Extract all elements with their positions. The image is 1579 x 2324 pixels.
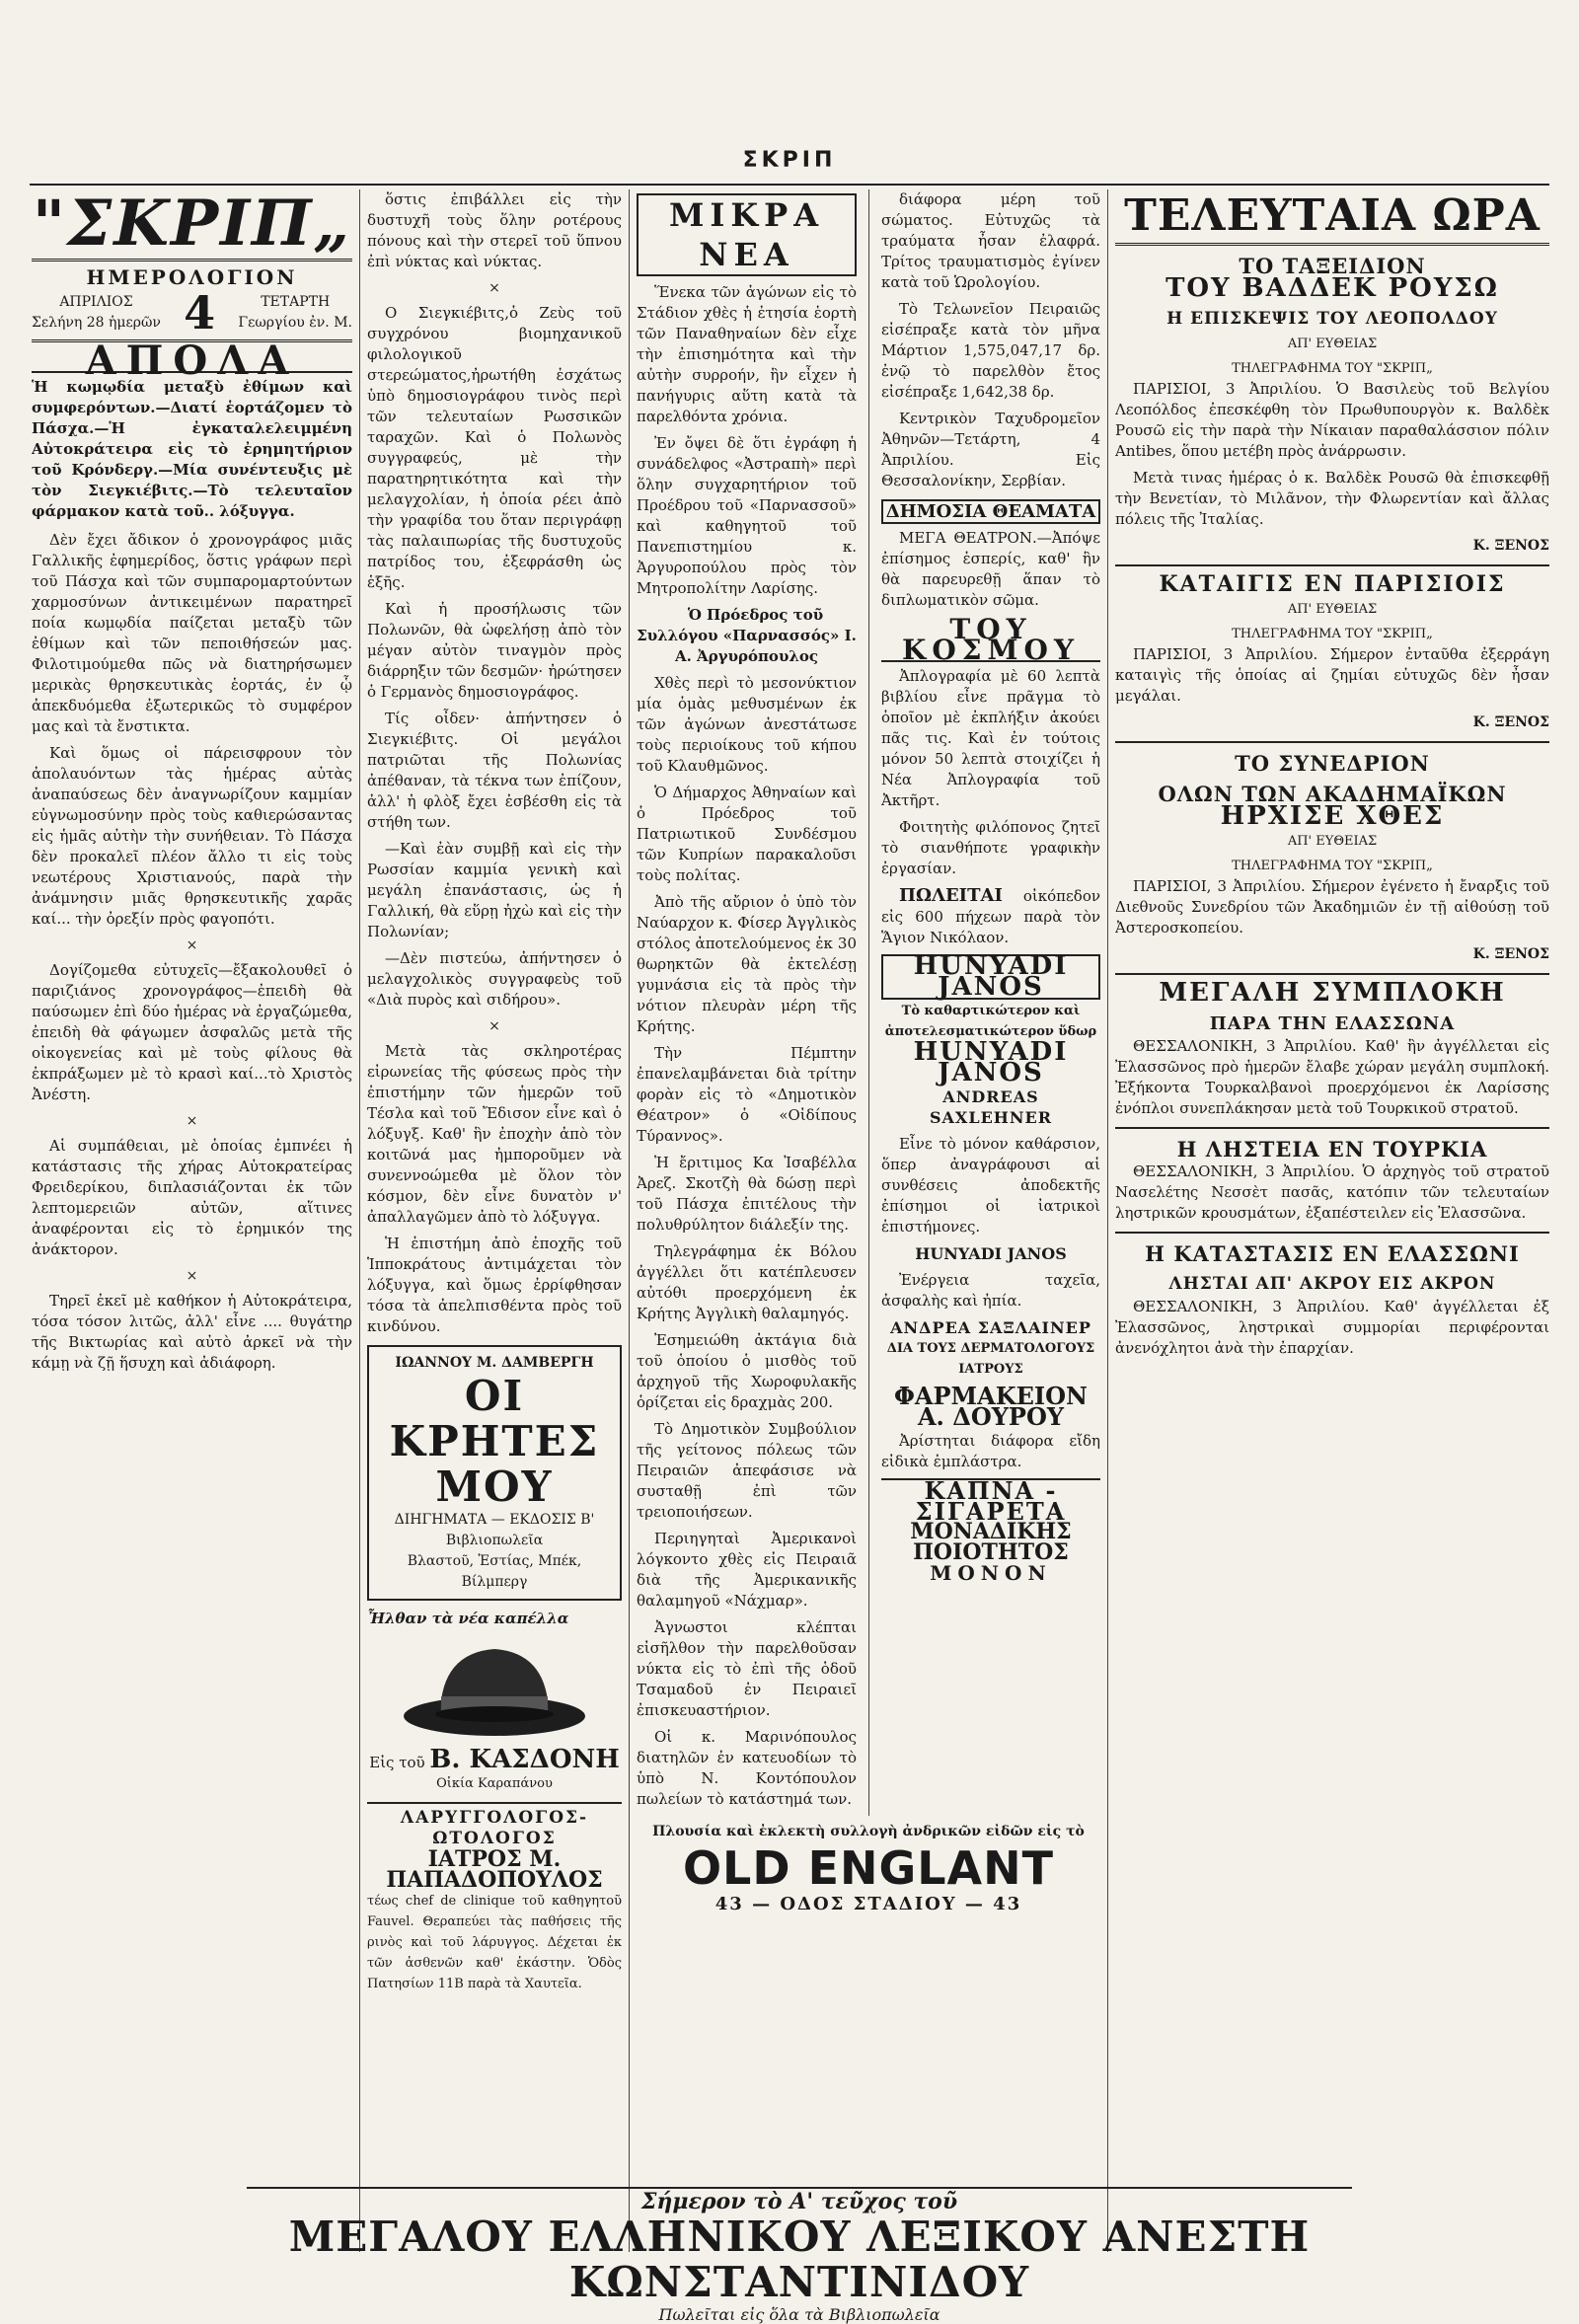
ad-lexikon-line1: Σήμερον τὸ Α' τεῦχος τοῦ	[640, 2189, 958, 2214]
divider	[1115, 973, 1549, 975]
dateline-left	[32, 292, 161, 334]
ad-kritikes	[367, 1345, 622, 1601]
ad-lexikon-title: ΜΕΓΑΛΟΥ ΕΛΛΗΝΙΚΟΥ ΛΕΞΙΚΟΥ ΑΝΕΣΤΗ ΚΩΝΣΤΑΝΤΙΝΙΔΟΥ	[288, 2212, 1311, 2306]
paragraph: ΠΑΡΙΣΙΟΙ, 3 Ἀπριλίου. Ὁ Βασιλεὺς τοῦ Βελγίου Λεοπόλδος ἐπεσκέφθη τὸν Πρωθυπουργὸν κ. Βαλδὲκ Ρουσῶ εἰς τὴν παρὰ τὴν Νίκαιαν παραθαλάσσιον πόλιν Antibes, ὅπου μετέβη πρὸς ἀνάρρωσιν.	[1115, 380, 1549, 460]
paragraph: Αἱ συμπάθειαι, μὲ ὁποίας ἐμπνέει ἡ κατάστασις τῆς χήρας Αὐτοκρατείρας Φρειδερίκου, διπλασιάζονται ἐκ τῶν λεπτομερειῶν αὐτῶν, αἵτινες ἀναφέρονται εἰς τὸ ἐρημικόν της ἀνάκτορον.	[32, 1137, 352, 1258]
masthead	[32, 189, 352, 342]
paragraph: Κεντρικὸν Ταχυδρομεῖον Ἀθηνῶν—Τετάρτη, 4 Ἀπριλίου. Εἰς Θεσσαλονίκην, Σερβίαν.	[880, 410, 1100, 489]
ad-doctor-name: ΙΑΤΡΟΣ Μ. ΠΑΠΑΔΟΠΟΥΛΟΣ	[386, 1846, 603, 1893]
ad-hunyadi-2	[881, 1243, 1100, 1264]
ad-old-title: OLD ENGLANT	[682, 1841, 1055, 1895]
section-title-apola: ΑΠΟΛΑ	[32, 350, 352, 373]
ad-hats-headline: Ἦλθαν τὰ νέα καπέλλα	[367, 1610, 569, 1627]
ad-kapna-only: ΜΟΝΟΝ	[930, 1561, 1052, 1585]
source-line: ΤΗΛΕΓΡΑΦΗΜΑ ΤΟΥ "ΣΚΡΙΠ„	[1232, 859, 1433, 873]
ad-old-address: 43 — ΟΔΟΣ ΣΤΑΔΙΟΥ — 43	[714, 1894, 1022, 1914]
paragraph: Τὴν Πέμπτην ἐπανελαμβάνεται διὰ τρίτην φορὰν εἰς τὸ «Δημοτικὸν Θέατρον» ὁ «Οἰδίπους Τύραννος».	[637, 1044, 857, 1145]
section-title-teleutaia-ora: ΤΕΛΕΥΤΑΙΑ ΩΡΑ	[1115, 189, 1549, 246]
ad-hats-location: Οἰκία Καραπάνου	[436, 1776, 553, 1791]
paragraph: Τηρεῖ ἐκεῖ μὲ καθήκον ἡ Αὐτοκράτειρα, τόσα τόσον λιτῶς, ἀλλ' εἶνε .... θυγάτηρ τῆς Βικτωρίας καὶ αὐτὸ ἀρκεῖ νὰ τὴν κάμῃ νὰ ζῇ ἥσυχη καὶ ἀδιάφορη.	[32, 1292, 352, 1372]
poleitai-label: ΠΩΛΕΙΤΑΙ	[898, 885, 1003, 906]
moon-label: Σελήνη 28 ἡμερῶν	[32, 315, 161, 331]
signature: Κ. ΞΕΝΟΣ	[1472, 714, 1549, 730]
ad-hats	[367, 1609, 622, 1794]
ad-hunyadi-title: HUNYADI JANOS	[881, 954, 1100, 1000]
column-1	[32, 189, 352, 2252]
paragraph: ΘΕΣΣΑΛΟΝΙΚΗ, 3 Ἀπριλίου. Ὁ ἀρχηγὸς τοῦ στρατοῦ Νασελέτης Νεσσὲτ πασᾶς, κατόπιν τῶν τελευταίων ληστρικῶν κρουσμάτων, ἐξαπέστειλεν εἰς Ἐλασσῶνα.	[1115, 1162, 1549, 1222]
paragraph: Τίς οἶδεν· ἀπήντησεν ὁ Σιεγκιέβιτς. Οἱ μεγάλοι πατριῶται τῆς Πολωνίας ἀπέθαναν, τὰ τέκνα των ἐπίζουν, ἀλλ' ἡ φλὸξ ἔχει ἐσβέσθη εἰς τὰ στήθη των.	[367, 710, 622, 831]
source-line: ΑΠ' ΕΥΘΕΙΑΣ	[1287, 602, 1378, 617]
signature: Κ. ΞΕΝΟΣ	[1472, 538, 1549, 554]
headline: ΤΟΥ ΒΑΔΔΕΚ ΡΟΥΣΩ	[1165, 273, 1499, 303]
ad-author: ΙΩΑΝΝΟΥ Μ. ΔΑΜΒΕΡΓΗ	[395, 1355, 594, 1371]
paragraph: Δογίζομεθα εὐτυχεῖς—ἔξακολουθεῖ ὁ παριζιάνος χρονογράφος—ἐπειδὴ θὰ παύσωμεν ἐπὶ δύο ἡμέρας νὰ ἐργαζώμεθα, ἐπειδὴ θὰ φάγωμεν ἀσφαλῶς μετὰ τῆς οἰκογενείας καὶ μὲ τοὺς φίλους θὰ ἐκπράξωμεν μὲ τὸ κρασὶ καί...τὸ Χριστὸς Ἀνέστη.	[32, 961, 352, 1103]
ad-subtitle: ΔΙΗΓΗΜΑΤΑ — ΕΚΔΟΣΙΣ Β'	[394, 1512, 595, 1528]
ad-saxlehner	[881, 1317, 1100, 1380]
paragraph: ὅστις ἐπιβάλλει εἰς τὴν δυστυχῆ τοὺς ὅλην ροτέρους πόνους καὶ τὴν στερεῖ τοῦ ὕπνου ἐπὶ νύκτας καὶ νύκτας.	[367, 190, 622, 270]
separator-x: ×	[186, 937, 198, 953]
ad-title: ΟΙ ΚΡΗΤΕΣ ΜΟΥ	[389, 1372, 600, 1511]
section-summary: Ἡ κωμῳδία μεταξὺ ἐθίμων καὶ συμφερόντων.—Διατί ἑορτάζομεν τὸ Πάσχα.—Ἡ ἐγκαταλελειμμένη Αὐτοκράτειρα εἰς τὸ ἐρημητήριον τοῦ Κρόνδεργ.—Μία συνέντευξις μὲ τὸν Σιεγκιέβιτς.—Τὸ τελευταῖον φάρμακον κατὰ τοῦ.. λόξυγγα.	[32, 378, 352, 520]
source-line: ΑΠ' ΕΥΘΕΙΑΣ	[1287, 834, 1378, 849]
paragraph: Περιηγηταὶ Ἀμερικανοὶ λόγκοντο χθὲς εἰς Πειραιᾶ διὰ τῆς Ἀμερικανικῆς θαλαμηγοῦ «Νάχμαρ».	[637, 1530, 857, 1610]
ad-saxlehner-name: ΑΝΔΡΕΑ ΣΑΞΛΑΙΝΕΡ	[890, 1318, 1091, 1337]
headline: Η ΚΑΤΑΣΤΑΣΙΣ ΕΝ ΕΛΑΣΣΩΝΙ	[1145, 1241, 1520, 1266]
headline: ΛΗΣΤΑΙ ΑΠ' ΑΚΡΟΥ ΕΙΣ ΑΚΡΟΝ	[1168, 1274, 1496, 1294]
paragraph: Ἀγνωστοι κλέπται εἰσῆλθον τὴν παρελθοῦσαν νύκτα εἰς τὸ ἐπὶ τῆς ὁδοῦ Τσαμαδοῦ ἐν Πειραιεῖ ἐπισκευαστήριον.	[637, 1618, 857, 1719]
ad-hunyadi-title-3: HUNYADI JANOS	[915, 1244, 1067, 1263]
paragraph: Ἡ ἔριτιμος Κα Ἰσαβέλλα Ἀρεζ. Σκοτζὴ θὰ δώσῃ περὶ τοῦ Πάσχα ἐπιτέλους τὴν πολυθρύλητον διάλεξίν της.	[637, 1154, 857, 1234]
paragraph: Χθὲς περὶ τὸ μεσονύκτιον μία ὁμὰς μεθυσμένων ἐκ τῶν ἀγώνων ἀνεστάτωσε τοὺς περιοίκους τοῦ κήπου τοῦ Κλαυθμῶνος.	[637, 674, 857, 775]
ad-hats-shop: Β. ΚΑΣΔΟΝΗ	[429, 1745, 620, 1774]
column-rule	[1107, 189, 1108, 2252]
paragraph: Τὸ Δημοτικὸν Συμβούλιον τῆς γείτονος πόλεως τῶν Πειραιῶν ἀπεφάσισε νὰ συσταθῇ ἐπὶ τῶν τρειοποιήσεων.	[637, 1420, 857, 1521]
ad-kapna-title: ΚΑΠΝΑ - ΣΙΓΑΡΕΤΑ	[915, 1476, 1067, 1526]
column-rule	[359, 189, 360, 2252]
paragraph: Ἀρίστηται διάφορα εἴδη εἰδικὰ ἐμπλάστρα.	[880, 1432, 1100, 1470]
divider	[1115, 1127, 1549, 1129]
ad-shops-label: Βιβλιοπωλεῖα	[445, 1533, 544, 1548]
ad-shops: Βλαστοῦ, Ἑστίας, Μπέκ, Βίλμπεργ	[407, 1553, 582, 1590]
ad-hats-shop-row	[367, 1745, 622, 1774]
headline: ΤΟ ΣΥΝΕΔΡΙΟΝ	[1235, 751, 1430, 776]
ad-derma: ΔΙΑ ΤΟΥΣ ΔΕΡΜΑΤΟΛΟΓΟΥΣ ΙΑΤΡΟΥΣ	[886, 1341, 1095, 1377]
top-rule	[30, 184, 1549, 186]
paragraph: Ἡ ἐπιστήμη ἀπὸ ἐποχῆς τοῦ Ἱπποκράτους ἀντιμάχεται τὸν λόξυγγα, καὶ ὅμως ἐρρίφθησαν τόσα τὰ ἀπελπισθέντα πρὸς τοῦ κινδύνου.	[367, 1235, 622, 1335]
ad-doctor-specialty: ΛΑΡΥΓΓΟΛΟΓΟΣ-ΩΤΟΛΟΓΟΣ	[400, 1808, 589, 1848]
paragraph: ΜΕΓΑ ΘΕΑΤΡΟΝ.—Ἀπόψε ἐπίσημος ἑσπερίς, καθ' ἣν θὰ παρευρεθῇ ἅπαν τὸ διπλωματικὸν σῶμα.	[880, 529, 1100, 609]
paragraph: ΘΕΣΣΑΛΟΝΙΚΗ, 3 Ἀπριλίου. Καθ' ἣν ἀγγέλλεται εἰς Ἐλασσῶνος πρὸ ἡμερῶν ἔλαβε χώραν μεγάλη συμπλοκή. Ἐξήκοντα Τουρκαλβανοὶ προερχόμενοι ἐκ Λαρίσσης ἐνόπλοι συνεπλάκησαν μετὰ τοῦ Τουρκικοῦ στρατοῦ.	[1115, 1037, 1549, 1117]
ad-doctor	[367, 1802, 622, 1994]
poleitai-text: οἰκόπεδον εἰς 600 πήχεων παρὰ τὸν Ἅγιον Νικόλαον.	[880, 887, 1100, 946]
divider	[1115, 1232, 1549, 1234]
column-3a	[637, 189, 857, 1816]
column-3	[637, 189, 1100, 2252]
paragraph: Τηλεγράφημα ἐκ Βόλου ἀγγέλλει ὅτι κατέπλευσεν αὐτόθι προερχόμενη ἐκ Κρήτης Ἀγγλικὴ θαλαμηγός.	[637, 1242, 857, 1322]
column-rule	[629, 189, 630, 2252]
ad-hunyadi-sub: Τὸ καθαρτικώτερον καὶ ἀποτελεσματικώτερον ὕδωρ	[884, 1004, 1097, 1039]
ad-pharmacy: ΦΑΡΜΑΚΕΙΟΝ Α. ΔΟΥΡΟΥ	[893, 1382, 1088, 1431]
headline: ΟΛΩΝ ΤΩΝ ΑΚΑΔΗΜΑΪΚΩΝ	[1158, 782, 1507, 806]
section-title-mikra-nea: ΜΙΚΡΑ ΝΕΑ	[637, 193, 857, 276]
ad-kapna	[881, 1478, 1100, 1584]
separator-x: ×	[489, 1018, 500, 1034]
paragraph: ΠΑΡΙΣΙΟΙ, 3 Ἀπριλίου. Σήμερον ἐγένετο ἡ ἔναρξις τοῦ Διεθνοῦς Συνεδρίου τῶν Ἀκαδημιῶν ἐν τῇ αἰθούσῃ τοῦ Ἀστεροσκοπείου.	[1115, 877, 1549, 937]
column-rule	[868, 189, 869, 1816]
divider	[1115, 741, 1549, 743]
dateline-right	[238, 292, 352, 334]
paragraph: ΘΕΣΣΑΛΟΝΙΚΗ, 3 Ἀπριλίου. Καθ' ἀγγέλλεται ἐξ Ἐλασσῶνος, ληστρικαὶ συμμορίαι περιφέρονται ἀνενόχλητοι ἀνὰ τὴν ἐπαρχίαν.	[1115, 1298, 1549, 1357]
ad-hats-at: Εἰς τοῦ	[369, 1754, 425, 1771]
masthead-subtitle: ΗΜΕΡΟΛΟΓΙΟΝ	[86, 265, 298, 289]
signature: Κ. ΞΕΝΟΣ	[1472, 946, 1549, 962]
paragraph: Οἱ κ. Μαρινόπουλος διατηλῶν ἐν κατευοδίων τὸ ὑπὸ Ν. Κοντόπουλον πωλείων τὸ κατάστημά των.	[637, 1728, 857, 1808]
paragraph: Εἶνε τὸ μόνον καθάρσιον, ὅπερ ἀναγράφουσι αἱ συνθέσεις ἀποδεκτῆς ἐπίσημοι οἱ ἰατρικοὶ ἐπιστήμονες.	[880, 1135, 1100, 1236]
section-title-kosmou: ΤΟΥ ΚΟΣΜΟΥ	[881, 619, 1100, 662]
ad-old-pre: Πλουσία καὶ ἐκλεκτὴ συλλογὴ ἀνδρικῶν εἰδῶν εἰς τὸ	[652, 1824, 1085, 1839]
headline: ΜΕΓΑΛΗ ΣΥΜΠΛΟΚΗ	[1159, 978, 1506, 1008]
saint-label: Γεωργίου ἐν. Μ.	[238, 315, 352, 331]
masthead-logo: "ΣΚΡΙΠ„	[32, 189, 352, 261]
paragraph: ΠΑΡΙΣΙΟΙ, 3 Ἀπριλίου. Σήμερον ἐνταῦθα ἐξερράγη καταιγὶς τῆς ὁποίας αἱ ζημίαι εὐτυχῶς δὲν ἦσαν μεγάλαι.	[1115, 645, 1549, 705]
headline: ΗΡΧΙΣΕ ΧΘΕΣ	[1220, 801, 1445, 831]
source-line: ΑΠ' ΕΥΘΕΙΑΣ	[1287, 337, 1378, 351]
month-label: ΑΠΡΙΛΙΟΣ	[59, 294, 133, 310]
ad-kapna-quality: ΜΟΝΑΔΙΚΗΣ ΠΟΙΟΤΗΤΟΣ	[910, 1519, 1072, 1565]
paragraph: διάφορα μέρη τοῦ σώματος. Εὐτυχῶς τὰ τραύματα ἦσαν ἐλαφρά. Τρίτος τραυματισμὸς ἐγίνεν κατὰ τοῦ Ὡρολογίου.	[880, 190, 1100, 291]
ad-lexikon	[247, 2187, 1352, 2324]
paragraph: Ἀπὸ τῆς αὔριον ὁ ὑπὸ τὸν Ναύαρχον κ. Φίσερ Ἀγγλικὸς στόλος ἀποτελούμενος ἐκ 30 θωρηκτῶν θὰ ἐκτελέσῃ γυμνάσια εἰς τὰ πρὸς τὴν νότιον πλευρὰν μέρη τῆς Κρήτης.	[637, 893, 857, 1035]
separator-x: ×	[489, 280, 500, 296]
headline: ΠΑΡΑ ΤΗΝ ΕΛΑΣΣΩΝΑ	[1209, 1013, 1456, 1034]
signature: Ὁ Πρόεδρος τοῦ Συλλόγου «Παρνασσός» Ι. Α. Ἀργυρόπουλος	[637, 606, 857, 665]
paragraph: Ἐν ὄψει δὲ ὅτι ἐγράφη ἡ συνάδελφος «Ἀστραπὴ» περὶ ὅλην συγχαρητήριον τοῦ Προέδρου τοῦ «Παρνασσοῦ» καὶ καθηγητοῦ τοῦ Πανεπιστημίου κ. Ἀργυροπούλου πρὸς τὸν Μητροπολίτην Λαρίσης.	[637, 434, 857, 597]
hat-illustration-icon	[396, 1635, 593, 1744]
headline: ΤΟ ΤΑΞΕΙΔΙΟΝ	[1239, 254, 1426, 278]
weekday-label: ΤΕΤΑΡΤΗ	[261, 294, 331, 310]
dateline	[32, 286, 352, 342]
ad-hunyadi	[881, 951, 1100, 1128]
column-3b	[881, 189, 1100, 1816]
paragraph: Δὲν ἔχει ἄδικον ὁ χρονογράφος μιᾶς Γαλλικῆς ἐφημερίδος, ὅστις γράφων περὶ τοῦ Πάσχα καὶ τῶν συμπαρομαρτούντων χαρμοσύνων ἀντικειμένων παρατηρεῖ ποία κωμῳδία παίζεται μεταξὺ τῶν ἐθίμων καὶ τῶν πεποιθήσεών μας. Φιλοτιμούμεθα πῶς νὰ διατηρήσωμεν μερικὰς θρησκευτικὰς ἑορτάς, ἐν ᾧ ἀπεκδυόμεθα ἐξωτερικῶς τὸ συμφέρον μας καὶ τὰ ἔνστικτα.	[32, 531, 352, 735]
paragraph: Καὶ ἡ προσήλωσις τῶν Πολωνῶν, θὰ ὠφελήσῃ ἀπὸ τὸν μέγαν αὐτὸν τιναγμὸν πρὸς διάρρηξιν τῶν δεσμῶν· ἠρώτησεν ὁ Γερμανὸς δημοσιογράφος.	[367, 600, 622, 701]
headline: Η ΛΗΣΤΕΙΑ ΕΝ ΤΟΥΡΚΙΑ	[1176, 1137, 1488, 1162]
paragraph: Ὁ Δήμαρχος Ἀθηναίων καὶ ὁ Πρόεδρος τοῦ Πατριωτικοῦ Συνδέσμου τῶν Κυπρίων παρακαλοῦσι τοὺς πολίτας.	[637, 784, 857, 884]
running-head: ΣΚΡΙΠ	[742, 148, 837, 173]
paragraph: —Καὶ ἐὰν συμβῇ καὶ εἰς τὴν Ρωσσίαν καμμία γενικὴ καὶ μεγάλη ἐπανάστασις, ὡς ἡ Γαλλική, θὰ εὕρῃ ἠχὼ καὶ εἰς τὴν Πολωνίαν;	[367, 840, 622, 940]
day-number: 4	[184, 286, 216, 339]
paragraph: —Δὲν πιστεύω, ἀπήντησεν ὁ μελαγχολικὸς συγγραφεὺς τοῦ «Διὰ πυρὸς καὶ σιδήρου».	[367, 949, 622, 1009]
paragraph: Ἐσημειώθη ἀκτάγια διὰ τοῦ ὁποίου ὁ μισθὸς τοῦ ἀρχηγοῦ τῆς Χωροφυλακῆς ὁρίζεται εἰς δραχμὰς 200.	[637, 1331, 857, 1411]
column-4	[1115, 189, 1549, 2252]
separator-x: ×	[186, 1268, 198, 1284]
paragraph: Τὸ Τελωνεῖον Πειραιῶς εἰσέπραξε κατὰ τὸν μῆνα Μάρτιον 1,575,047,17 δρ. ἐνῷ τὸ παρελθὸν ἔτος εἰσέπραξε 1,642,38 δρ.	[880, 300, 1100, 401]
paragraph: Ἐνέργεια ταχεῖα, ἀσφαλὴς καὶ ἠπία.	[880, 1271, 1100, 1310]
headline: ΚΑΤΑΙΓΙΣ ΕΝ ΠΑΡΙΣΙΟΙΣ	[1159, 571, 1506, 597]
paragraph: Ἕνεκα τῶν ἀγώνων εἰς τὸ Στάδιον χθὲς ἡ ἐτησία ἑορτὴ τῶν Παναθηναίων δὲν εἶχε τὴν ἐπισημότητα καὶ τὴν αὐτὴν συρροήν, ἣν εἶχεν ἡ πανήγυρις αὕτη κατὰ τὰ παρελθόντα χρόνια.	[637, 283, 857, 425]
paragraph	[881, 885, 1100, 948]
ad-lexikon-line3: Πωλεῖται εἰς ὅλα τὰ Βιβλιοπωλεῖα	[658, 2305, 940, 2324]
paragraph: Μετὰ τινας ἡμέρας ὁ κ. Βαλδὲκ Ρουσῶ θὰ ἐπισκεφθῇ τὴν Βενετίαν, τὸ Μιλᾶνον, τὴν Φλωρεντίαν καὶ ἄλλας πόλεις τῆς Ἰταλίας.	[1115, 469, 1549, 528]
paragraph: Ο Σιεγκιέβιτς,ὁ Ζεὺς τοῦ συγχρόνου βιομηχανικοῦ φιλολογικοῦ στερεώματος,ἠρωτήθη ἐσχάτως ὑπὸ δημοσιογράφου τινὸς περὶ τῶν τελευταίων Ρωσσικῶν ταραχῶν. Καὶ ὁ Πολωνὸς συγγραφεύς, μὲ τὴν παρατηρητικότητα καὶ τὴν μελαγχολίαν, ἡ ὁποία ρέει ἀπὸ τὴν γραφίδα του ὅταν περιγράφῃ τὰς παλαιπωρίας τῆς δυστυχοῦς πατρίδος του, ἐξεφράσθη ὡς ἑξῆς.	[367, 304, 622, 591]
paragraph: Φοιτητὴς φιλόπονος ζητεῖ τὸ σιανθήποτε γραφικὴν ἐργασίαν.	[880, 818, 1100, 877]
ad-doctor-body: τέως chef de clinique τοῦ καθηγητοῦ Fauvel. Θεραπεύει τὰς παθήσεις τῆς ρινὸς καὶ τοῦ λάρυγγος. Δέχεται ἐκ τῶν ἀσθενῶν καθ' ἑκάστην. Ὁδὸς Πατησίων 11Β παρὰ τὰ Χαυτεῖα.	[367, 1894, 622, 1991]
column-3-inner	[637, 189, 1100, 1816]
column-2	[367, 189, 622, 2252]
ad-hunyadi-andreas: ANDREAS SAXLEHNER	[929, 1087, 1053, 1127]
section-title-public: ΔΗΜΟΣΙΑ ΘΕΑΜΑΤΑ	[881, 499, 1100, 524]
separator-x: ×	[186, 1113, 198, 1129]
headline: Η ΕΠΙΣΚΕΨΙΣ ΤΟΥ ΛΕΟΠΟΛΔΟΥ	[1166, 309, 1498, 329]
source-line: ΤΗΛΕΓΡΑΦΗΜΑ ΤΟΥ "ΣΚΡΙΠ„	[1232, 627, 1433, 641]
divider	[1115, 564, 1549, 566]
paragraph: Μετὰ τὰς σκληροτέρας εἰρωνείας τῆς φύσεως πρὸς τὴν ἐπιστήμην τῶν ἡμερῶν τοῦ Τέσλα καὶ τοῦ Ἔδισον εἶνε καὶ ὁ λόξυγξ. Καθ' ἣν ἐποχὴν ἀπὸ τὸν κοιτῶνά μας ἠμποροῦμεν νὰ συνεννοώμεθα μὲ ὅλον τὸν κόσμον, δὲν εἶνε δυνατὸν ν' ἀπαλλαγῶμεν ἀπὸ τὸ λόξυγγα.	[367, 1042, 622, 1226]
paragraph: Καὶ ὅμως οἱ πάρεισφρουν τὸν ἀπολαυόντων τὰς ἡμέρας αὐτὰς ἀναπαύσεως δὲν ἀναγνωρίζουν καμμίαν εὐγνωμοσύνην πρὸς τοὺς καθιερώσαντας εἰς ἡμᾶς αὐτὴν τὴν συνήθειαν. Τὸ Πάσχα δὲν προκαλεῖ πλέον ἄλλο τι εἰς τοὺς νεωτέρους Χριστιανούς, παρὰ τὴν ἀνάμνησιν μιᾶς θρησκευτικῆς χαρᾶς καί... τὴν ὀρεξίν πρὸς φαγοπότι.	[32, 744, 352, 928]
ad-hunyadi-title-2: HUNYADI JANOS	[913, 1037, 1069, 1087]
paragraph: Ἀπλογραφία μὲ 60 λεπτὰ βιβλίου εἶνε πρᾶγμα τὸ ὁποῖον μὲ ἐκπλήξιν ἀκούει πᾶς τις. Καὶ ἐν τούτοις μόνον 50 λεπτὰ στοιχίζει ἡ Νέα Ἀπλογραφία τοῦ Ἀκτῆρτ.	[880, 667, 1100, 809]
source-line: ΤΗΛΕΓΡΑΦΗΜΑ ΤΟΥ "ΣΚΡΙΠ„	[1232, 361, 1433, 376]
ad-old-englant	[637, 1822, 1100, 1914]
